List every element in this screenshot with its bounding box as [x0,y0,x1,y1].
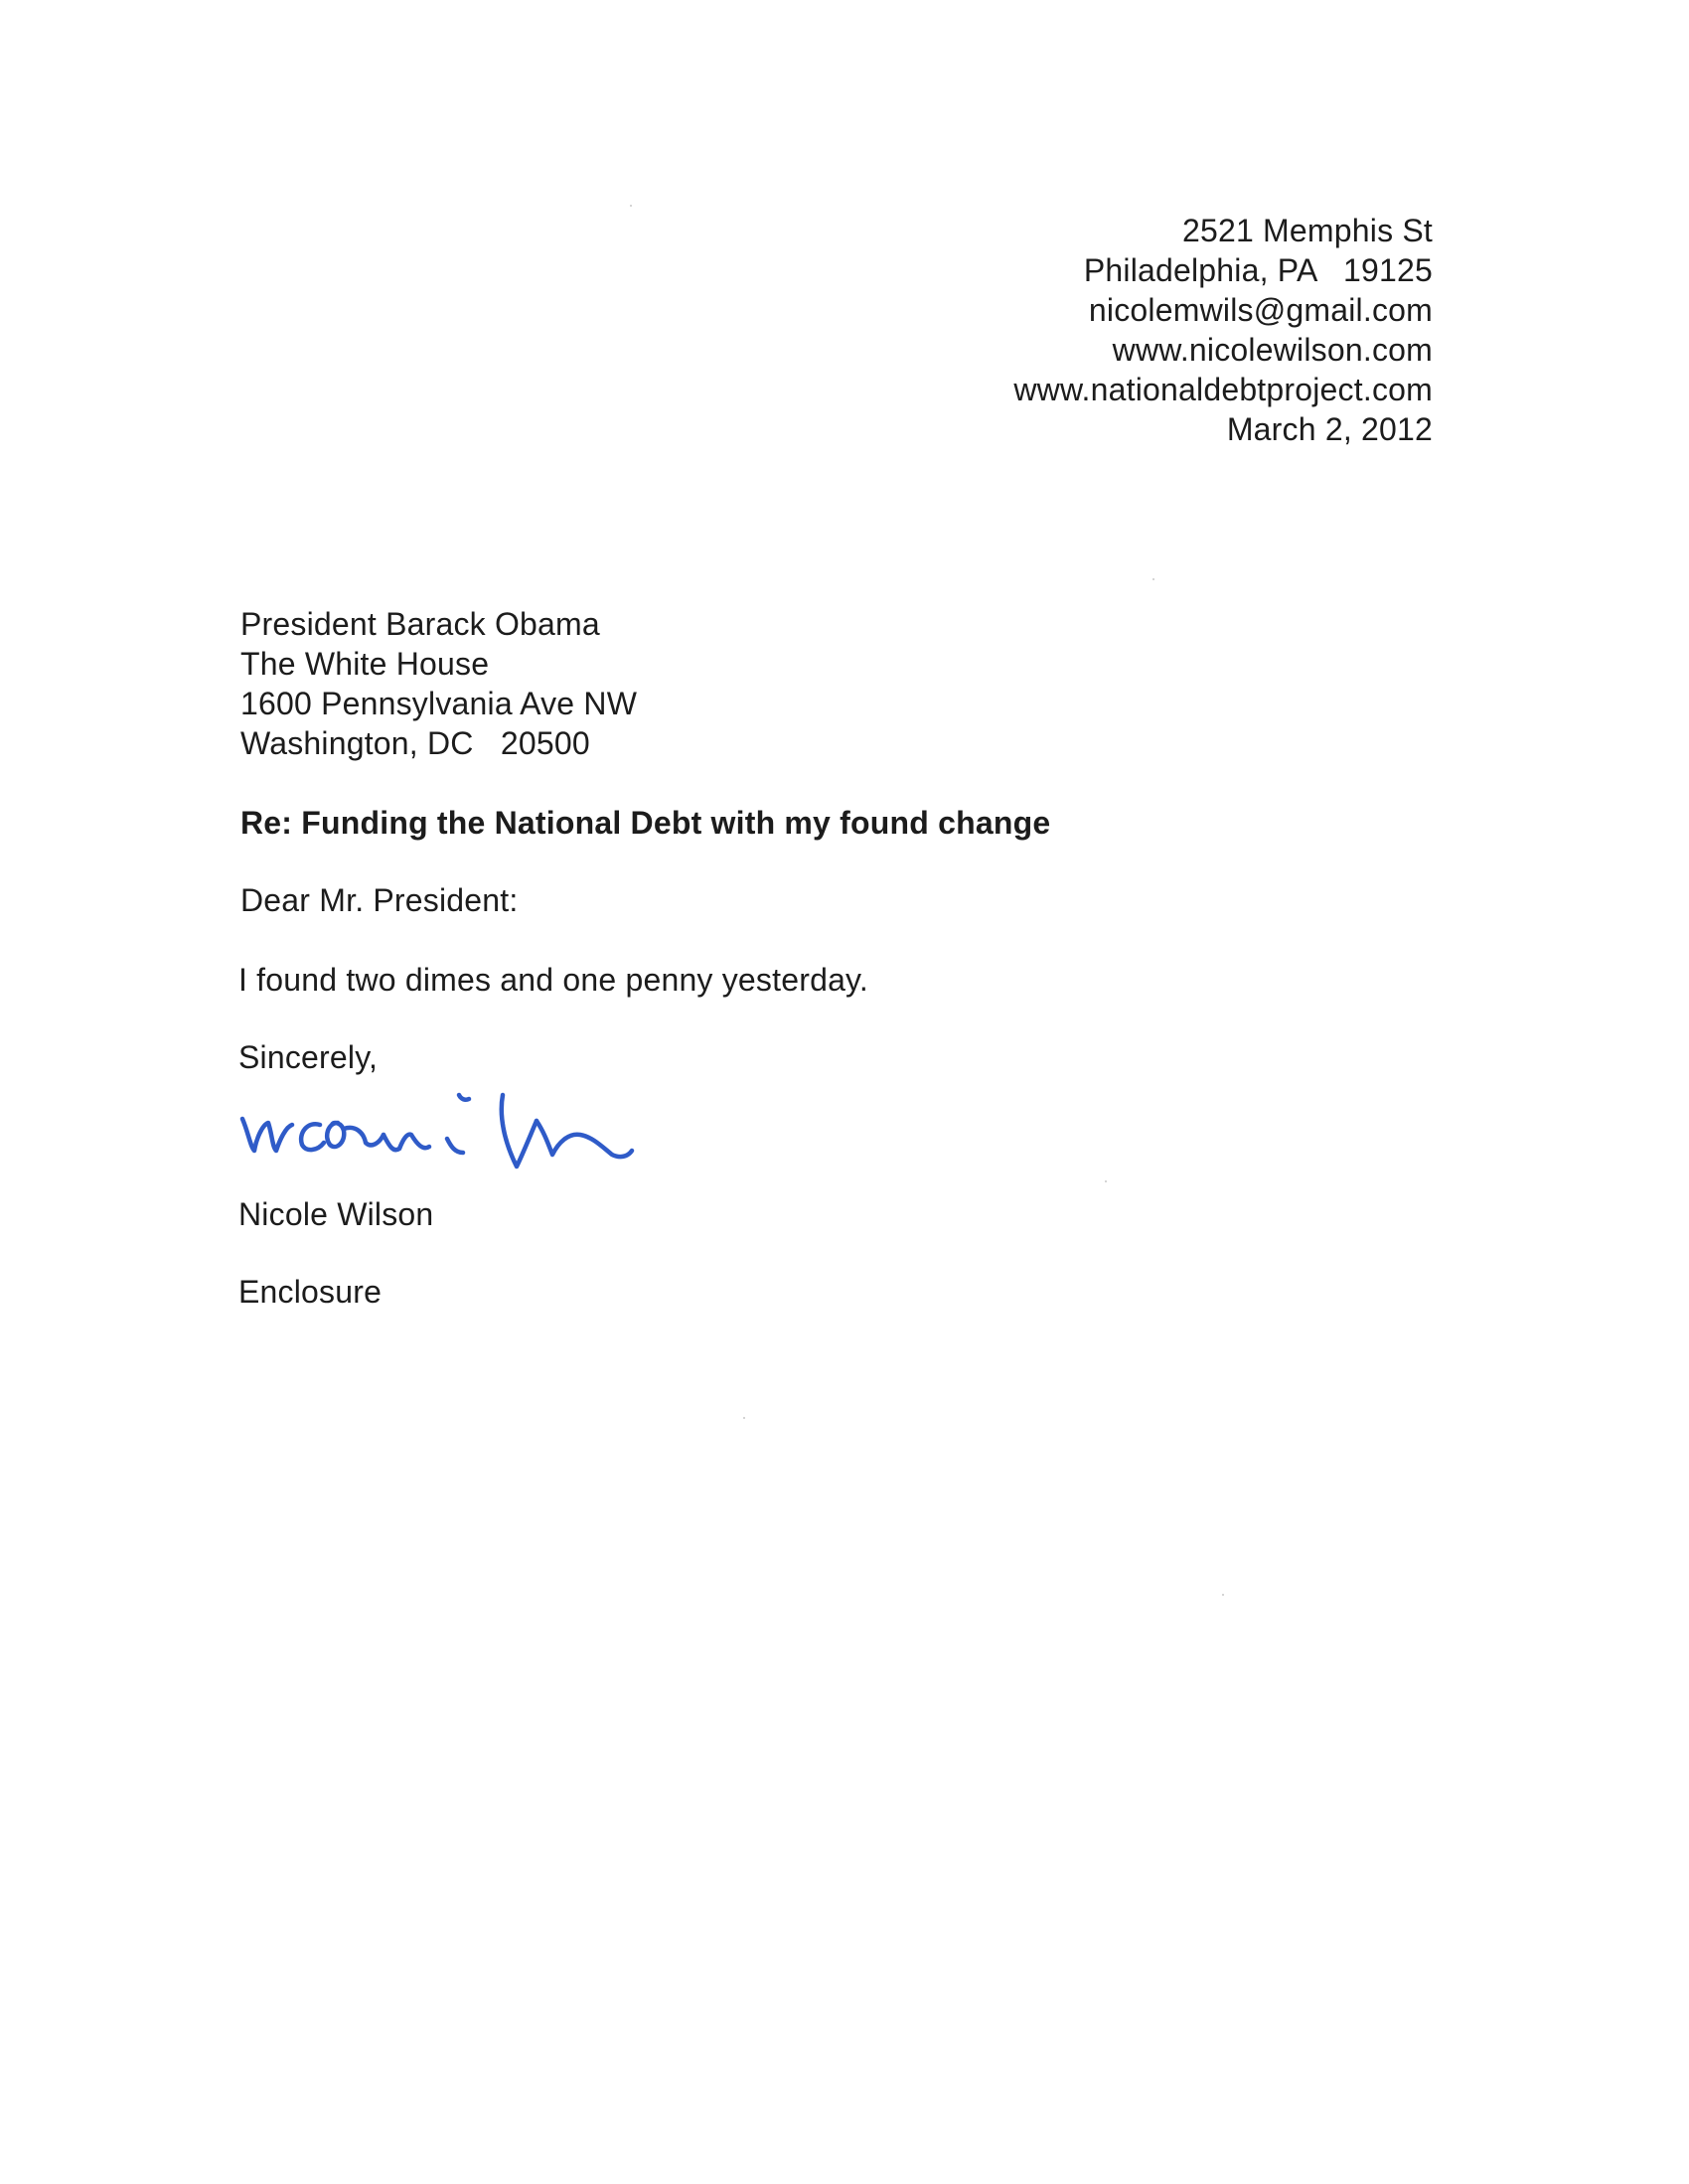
scan-speck [630,205,632,207]
scan-speck [1105,1180,1107,1182]
recipient-organization: The White House [240,646,490,682]
sender-website-project: www.nationaldebtproject.com [1013,372,1433,407]
scan-speck [1152,578,1154,580]
sender-website-personal: www.nicolewilson.com [1112,332,1433,368]
recipient-city-state-zip: Washington, DC 20500 [240,725,590,761]
scan-speck [743,1417,745,1419]
sender-street: 2521 Memphis St [1181,213,1433,248]
complimentary-closing: Sincerely, [238,1039,379,1075]
recipient-name: President Barack Obama [240,606,600,642]
sender-email: nicolemwils@gmail.com [1088,292,1433,328]
subject-line: Re: Funding the National Debt with my found change [240,805,1051,841]
recipient-address-block [240,604,637,763]
recipient-street: 1600 Pennsylvania Ave NW [240,686,638,721]
handwritten-signature [234,1059,672,1178]
sender-address-block [1013,211,1433,449]
salutation: Dear Mr. President: [240,882,519,918]
letter-date: March 2, 2012 [1226,411,1433,447]
enclosure-notation: Enclosure [238,1274,383,1310]
scan-speck [1222,1594,1224,1596]
signer-name: Nicole Wilson [238,1196,434,1232]
letter-body: I found two dimes and one penny yesterday. [238,962,868,998]
sender-city-state-zip: Philadelphia, PA 19125 [1083,252,1433,288]
